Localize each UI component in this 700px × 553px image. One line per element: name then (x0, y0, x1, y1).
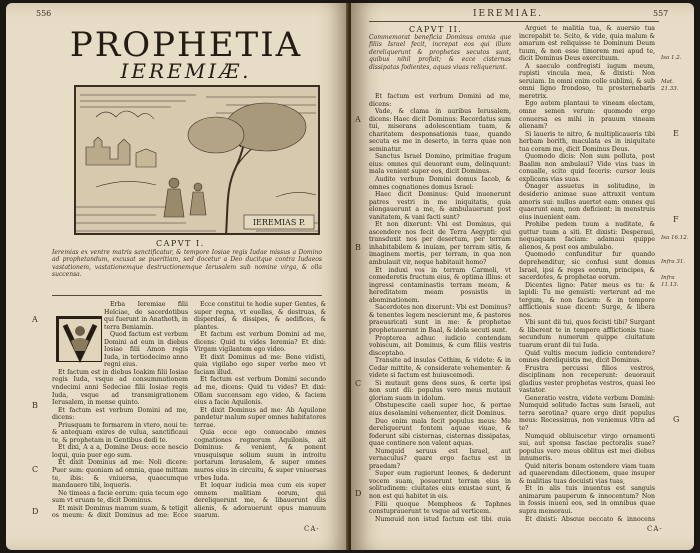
chapter-summary-right: Commemorat beneficia Dominus omnia que filiis Israel fecit, increpat eos qui illum dereliquerunt & prophetas secutos sunt, quibus nihil profuit; & ecce cisternas dissipatas fodientes, aquas viuas reliquerunt. (369, 34, 511, 71)
verse: Et in alis tuis inuentus est sanguis animarum pauperum & innocentum? Non in fossis inueni eos, sed in omnibus quae supra memoraui. (519, 485, 655, 515)
chapter-heading-left: CAPVT I. (156, 239, 205, 248)
verse: Et dixi, A a a, Domine Deus: ecce nescio loqui, quia puer ego sum. (52, 444, 188, 459)
verse: Et factum est in diebus Ioakim filii Iosiae regis Iuda, vsque ad consummationem vndecimi anni Sedeciae filii Iosiae regis Iuda, vsque ad transmigrationem Ierusalem, in mense quinto. (52, 368, 188, 407)
chapter-summary-left: Ieremias ex ventre matris sanctificatur, & tempore Iosiae regis Iudae missus a Domino ad prophetandum, excusat se pueritiam, sed docetur a Deo ducitque contra Iudaeos vastationem, vastationemque destructionemque Ierusalem sub nomine virga, & olla succensa. (52, 249, 322, 279)
rule-left (52, 295, 322, 296)
verse: A saeculo confregisti iugum meum, rupisti vincula mea, & dixisti: Non seruiam. In omni enim colle sublimi, & sub omni ligno frondoso, tu prosternebaris meretrix. (519, 62, 655, 100)
book-title: PROPHETIA (69, 25, 303, 65)
verse: Et non dixerunt: Vbi est Dominus, qui ascendere nos fecit de Terra Aegypti: qui transduxit nos per desertum, per terram inhabitabilem & inuiam, per terram sitis, & imaginem mortis, per terram, in qua non ambulauit vir, neque habitauit homo? (369, 221, 511, 267)
verse: Filii quoque Mempheos & Taphnes constuprauerunt te vsque ad verticem. (369, 500, 511, 516)
verse: Si mutauit gens deos suos, & certe ipsi non sunt dii: populus vero meus mutauit gloriam suam in idolum. (369, 379, 511, 402)
woodcut-illustration (74, 85, 320, 235)
running-head: IEREMIAE. (473, 9, 544, 19)
rule-right-top (369, 21, 659, 22)
verse: Quod factum est verbum Domini ad eum in diebus Iosiae filii Amon regis Iuda, in tertiodecimo anno regni eius. (104, 331, 188, 369)
column-right-a (369, 93, 511, 521)
margin-letter: C (32, 465, 39, 474)
verse: Duo enim mala fecit populus meus: Me dereliquerunt fontem aquae viuae, & foderunt sibi cisternas, cisternas dissipatas, quae continere non valent aquas. (369, 417, 511, 448)
margin-letter: B (32, 401, 38, 410)
verse: Onager assuetus in solitudine, in desiderio animae suae attraxit ventum amoris sui: nullus auertet eam: omnes qui quaerunt eam, non deficient: in menstruis eius inuenient eam. (519, 183, 655, 221)
verse: Et dixit Dominus ad me: Noli dicere: Puer sum: quoniam ad omnia, quae mittam te, ibis: & vniuersa, quaecumque mandauero tibi, loqueris. (52, 459, 188, 490)
verse: Et misit Dominus manum suam, & tetigit os meum: & dixit Dominus ad me: Ecce (52, 504, 188, 519)
page-number-right: 557 (653, 9, 669, 18)
verse: Et factum est verbum Domini secundo ad me, dicens: Quid tu vides? Et dixi: Ollam succensam ego video, & faciem eius a facie Aquilonis. (194, 376, 326, 407)
verse: Frustra percussi filios vestros, disciplinam non receperunt: deuorauit gladius vester prophetas vestros, quasi leo vastator. (519, 364, 655, 395)
verse: Sanctus Israel Domino, primitiae frugum eius: omnes qui deuorant eum, delinquunt: mala venient super eos, dicit Dominus. (369, 153, 511, 176)
margin-letter: G (673, 415, 680, 424)
margin-note: Isa 16.12. (661, 235, 689, 241)
margin-letter: A (355, 115, 361, 124)
verse: Quomodo dicis: Non sum polluta, post Baalim non ambulaui? Vide vias tuas in conualle, scito quid feceris: cursor leuis explicans vias suas. (519, 153, 655, 183)
verse: Vbi sunt dii tui, quos fecisti tibi? Surgant & liberent te in tempore afflictionis tuae: secundum numerum quippe ciuitatum tuarum erant dii tui Iuda. (519, 319, 655, 349)
page-number-left: 556 (36, 9, 52, 18)
margin-note: Infra 11.13. (661, 275, 679, 288)
catchword-left: CA- (304, 525, 320, 533)
margin-note: Mat. 21.33. (661, 79, 679, 92)
verse: Et factum est verbum Domini ad me, dicens: Quid tu vides Ieremia? Et dixi: Virgam vigilantem ego video. (194, 331, 326, 354)
verse: Dicentes ligno: Pater meus es tu: & lapidi: Tu me genuisti: verterunt ad me tergum, & non faciem: & in tempore afflictionis suae dicent: Surge, & libera nos. (519, 281, 655, 319)
verse: Et factum est verbum Domini ad me, dicens: (369, 93, 511, 108)
verse: Et dixit Dominus ad me: Bene vidisti, quia vigilabo ego super verbo meo vt faciam illud. (194, 353, 326, 376)
verse: Propterea adhuc iudicio contendam vobiscum, ait Dominus, & cum filiis vestris disceptabo. (369, 334, 511, 357)
woodcut-caption: IEREMIAS P. (252, 218, 306, 227)
margin-letter: E (673, 129, 679, 138)
margin-letter: D (355, 489, 362, 498)
right-page (351, 3, 694, 550)
left-page (6, 3, 349, 550)
verse: Numquid non istud factum est tibi, quia (375, 515, 511, 521)
column-right-b (519, 25, 655, 521)
margin-letter: A (32, 315, 38, 324)
verse: Sacerdotes non dixerunt: Vbi est Dominus? & tenentes legem nescierunt me, & pastores praeuaricati sunt in me: & prophetae prophetauerunt in Baal, & idola secuti sunt. (369, 304, 511, 334)
margin-letter: D (32, 507, 39, 516)
book-spread (6, 3, 694, 550)
verse: Haec dicit Dominus: Quid inuenerunt patres vestri in me iniquitatis, quia elongauerunt a me, & ambulauerunt post vanitatem, & vani facti sunt? (369, 191, 511, 221)
margin-letter: B (355, 243, 361, 252)
margin-note: Isa 1.2. (661, 55, 682, 61)
margin-letter: F (673, 215, 679, 224)
column-left-b (194, 301, 326, 519)
margin-note: Infra 31. (661, 259, 686, 265)
verse: Quia ecce ego conuocabo omnes cognationes regnorum Aquilonis, ait Dominus: & venient, & ponent vnusquisque solium suum in introitu portarum Ierusalem, & super omnes muros eius in circuitu, & super vniuersas vrbes Iuda. (194, 429, 326, 482)
verse: Super eum rugierunt leones, & dederunt vocem suam, posuerunt terram eius in solitudinem: ciuitates eius exustae sunt, & non est qui habitet in eis. (369, 470, 511, 500)
verse: Arguet te malitia tua, & auersio tua increpabit te. Scito, & vide, quia malum & amarum est reliquisse te Dominum Deum tuum, & non esse timorem mei apud te, dicit Dominus Deus exercituum. (519, 25, 655, 63)
verse: Erba Ieremiae filii Helciae, de sacerdotibus qui fuerunt in Anathoth, in terra Beniamin. (104, 301, 188, 331)
verse: Ecce constitui te hodie super Gentes, & super regna, vt euellas, & destruas, & disperdas, & dissipes, & aedifices, & plantes. (194, 301, 326, 331)
book-subtitle: IEREMIÆ. (120, 59, 252, 83)
verse: Priusquam te formarem in vtero, noui te: & antequam exires de vulua, sanctificaui te, & prophetam in Gentibus dedi te. (52, 421, 188, 444)
catchword-right: CA- (647, 525, 663, 533)
verse: Numquid obliuiscetur virgo ornamenti sui, aut sponsa fasciae pectoralis suae? populus vero meus oblitus est mei diebus innumeris. (519, 432, 655, 463)
verse: Et induxi vos in terram Carmeli, vt comederetis fructum eius, & optima illius: et ingressi contaminastis terram meam, & hereditatem meam posuistis in abominationem. (369, 266, 511, 304)
verse: Ego autem plantaui te vineam electam, omne semen verum: quomodo ergo conuersa es mihi in prauum vineam alienam? (519, 100, 655, 131)
verse: Numquid seruus est Israel, aut vernaculus? quare ergo factus est in praedam? (369, 447, 511, 470)
verse: Prohibe pedem tuum a nuditate, & guttur tuum a siti. Et dixisti: Desperaui, nequaquam faciam: adamaui quippe alienos, & post eos ambulabo. (519, 221, 655, 251)
verse: Ne timeas a facie eorum: quia tecum ego sum vt eruam te, dicit Dominus. (52, 489, 188, 505)
verse: Si laueris te nitro, & multiplicaueris tibi herbam borith, maculata es in iniquitate tua coram me, dicit Dominus Deus. (519, 130, 655, 153)
verse: Et factum est verbum Domini ad me, dicens: (52, 406, 188, 422)
verse: Audite verbum Domini domus Iacob, & omnes cognationes domus Israel: (369, 176, 511, 191)
verse: Et dixisti: Absque peccato & innocens (525, 515, 655, 521)
chapter-heading-right: CAPVT II. (409, 25, 463, 34)
column-left-a (52, 301, 188, 519)
margin-letter: C (355, 379, 362, 388)
verse: Quid vultis mecum iudicio contendere? omnes dereliquistis me, dicit Dominus. (519, 349, 655, 365)
woodcut-scene-image (76, 87, 320, 235)
verse: Transite ad insulas Cethim, & videte: & in Cedar mittite, & considerate vehementer: & videte si factum est huiuscemodi. (369, 357, 511, 380)
verse: Generatio vestra, videte verbum Domini: Numquid solitudo factus sum Israeli, aut terra serotina? quare ergo dixit populus meus: Recessimus, non veniemus vltra ad te? (519, 394, 655, 432)
verse: Vade, & clama in auribus Ierusalem, dicens: Haec dicit Dominus: Recordatus sum tui, miserans adolescentiam tuam, & charitatem desponsationis tuae, quando secuta es me in deserto, in terra quae non seminatur. (369, 108, 511, 153)
verse: Et dixit Dominus ad me: Ab Aquilone pandetur malum super omnes habitatores terrae. (194, 406, 326, 429)
verse: Quomodo confunditur fur quando deprehenditur, sic confusi sunt domus Israel, ipsi & reges eorum, principes, & sacerdotes, & prophetae eorum. (519, 251, 655, 282)
verse: Quid niteris bonam ostendere viam tuam ad quaerendam dilectionem, quae insuper & malitias tuas docuisti vias tuas, (519, 462, 655, 485)
verse: Et loquar iudicia mea cum eis super omnem malitiam eorum, qui dereliquerunt me, & libauerunt diis alienis, & adorauerunt opus manuum suarum. (194, 482, 326, 519)
verse: Obstupescite caeli super hoc, & portae eius desolamini vehementer, dicit Dominus. (369, 402, 511, 417)
